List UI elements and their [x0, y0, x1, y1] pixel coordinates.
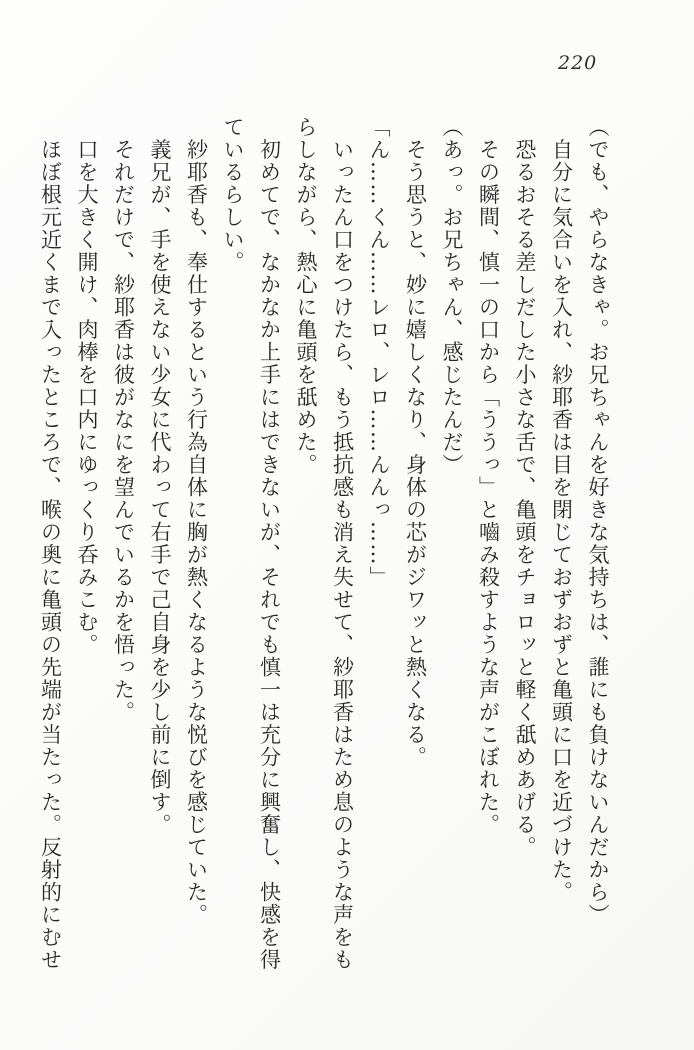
- text-line: それだけで、紗耶香は彼がなにを望んでいるかを悟った。: [111, 116, 136, 724]
- text-line: 義兄が、手を使えない少女に代わって右手で己自身を少し前に倒す。: [148, 116, 172, 836]
- text-line: らしながら、熱心に亀頭を舐めた。: [294, 116, 318, 476]
- text-line: ほぼ根元近くまで入ったところで、喉の奥に亀頭の先端が当たった。反射的にむせ: [38, 116, 63, 971]
- text-line: ているらしい。: [221, 116, 245, 274]
- text-line: 口を大きく開け、肉棒を口内にゆっくり呑みこむ。: [75, 116, 99, 656]
- text-line: 「ん……くん……レロ、レロ……んんっ……」: [367, 116, 391, 589]
- text-line: （あっ。お兄ちゃん、感じたんだ）: [440, 116, 464, 476]
- text-line: いったん口をつけたら、もう抵抗感も消え失せて、紗耶香はため息のような声をも: [330, 116, 355, 971]
- text-line: 紗耶香も、奉仕するという行為自体に胸が熱くなるような悦びを感じていた。: [184, 116, 209, 926]
- page-number: 220: [558, 52, 598, 74]
- text-line: そう思うと、妙に嬉しくなり、身体の芯がジワッと熱くなる。: [403, 116, 428, 769]
- text-line: 自分に気合いを入れ、紗耶香は目を閉じておずおずと亀頭に口を近づけた。: [549, 116, 574, 904]
- text-line: （でも、やらなきゃ。お兄ちゃんを好きな気持ちは、誰にも負けないんだから）: [586, 116, 610, 926]
- text-line: 恐るおそる差しだした小さな舌で、亀頭をチョロッと軽く舐めあげる。: [513, 116, 537, 859]
- text-line: その瞬間、慎一の口から「ううっ」と嚙み殺すような声がこぼれた。: [476, 116, 501, 836]
- vertical-text-block: [32, 116, 616, 976]
- text-line: 初めてで、なかなか上手にはできないが、それでも慎一は充分に興奮し、快感を得: [257, 116, 282, 971]
